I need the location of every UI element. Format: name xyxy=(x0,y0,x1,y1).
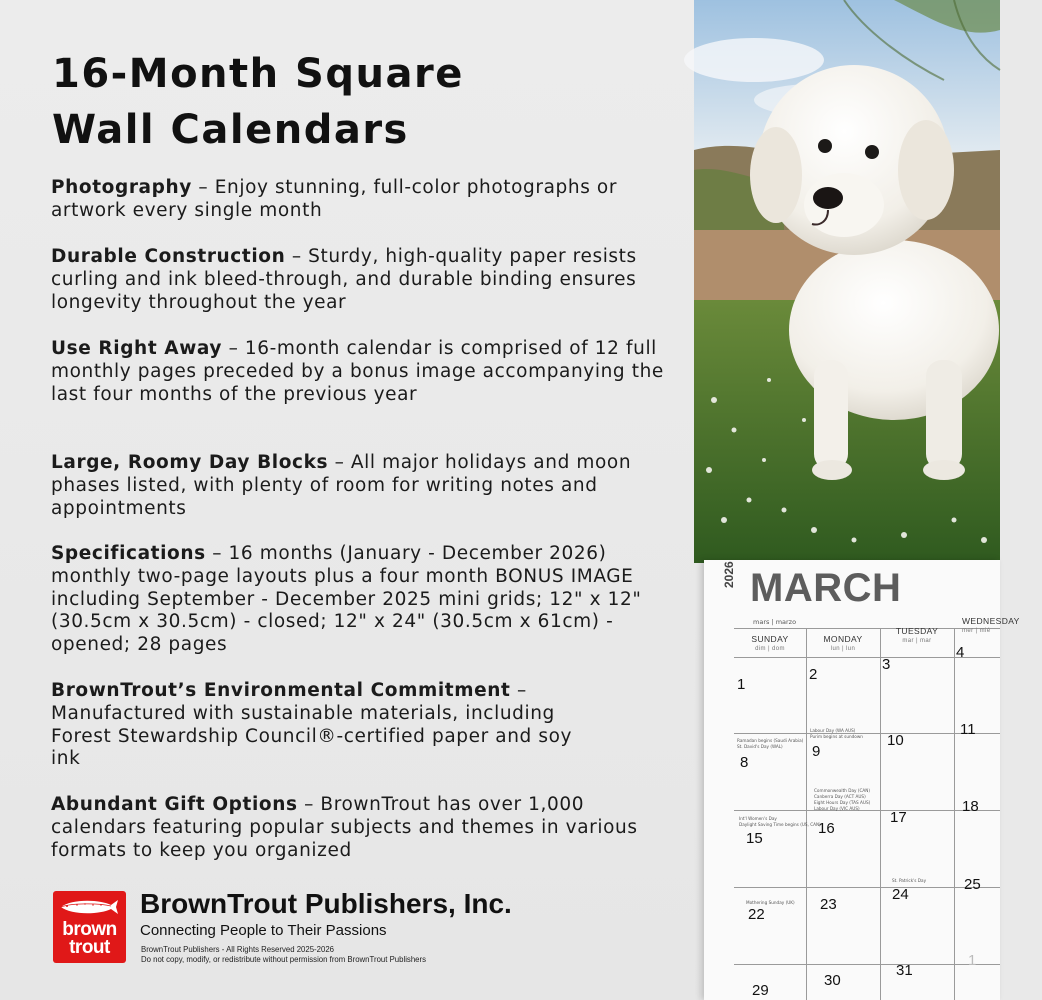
page-title xyxy=(52,46,672,158)
weekday-translation: mar | mar xyxy=(902,638,932,644)
copyright-line: BrownTrout Publishers - All Rights Reserved 2025-2026 xyxy=(141,945,334,954)
feature-heading: Durable Construction xyxy=(51,246,286,267)
holiday-note: Canberra Day (ACT AUS) xyxy=(814,794,866,799)
publisher-name: BrownTrout Publishers, Inc. xyxy=(140,888,512,919)
weekday-monday xyxy=(806,634,880,652)
redistribution-notice: Do not copy, modify, or redistribute without permission from BrownTrout Publishers xyxy=(141,955,426,964)
feature-text: – 16 months (January - December 2026) monthly two-page layouts plus a four month BONUS IMAGE including September - December 2025 mini grids; 12" x 12" (30.5cm x 30.5cm) - closed; 12" x 24" (30.5cm x 61cm) - opened; 28 pages xyxy=(51,543,642,656)
calendar-year: 2026 xyxy=(722,561,736,588)
logo-line-2: trout xyxy=(69,937,110,958)
feature-text: – BrownTrout has over 1,000 calendars featuring popular subjects and themes in various formats to keep you organized xyxy=(51,794,638,861)
weekday-translation: dim | dom xyxy=(755,646,785,652)
date-cell-number: 1 xyxy=(737,676,746,693)
feature-photography xyxy=(51,177,676,223)
weekday-tuesday xyxy=(880,626,954,644)
feature-heading: BrownTrout’s Environmental Commitment xyxy=(51,680,511,701)
feature-text: – 16-month calendar is comprised of 12 full monthly pages preceded by a bonus image accompanying the last four months of the previous year xyxy=(51,338,664,405)
feature-heading: Abundant Gift Options xyxy=(51,794,298,815)
holiday-note: Labour Day (WA AUS) xyxy=(810,728,856,733)
feature-text: – Sturdy, high-quality paper resists curling and ink bleed-through, and durable binding ensures longevity throughout the year xyxy=(51,246,637,313)
holiday-note: Ramadan begins (Saudi Arabia) xyxy=(737,738,804,743)
holiday-note: Daylight Saving Time begins (US, CAN) xyxy=(739,822,821,827)
brand-logo xyxy=(53,891,126,963)
weekday-name: TUESDAY xyxy=(895,626,939,636)
date-cell-number: 30 xyxy=(824,972,841,989)
date-cell-number: 17 xyxy=(890,809,907,826)
weekday-translation: lun | lun xyxy=(830,646,856,652)
feature-heading: Large, Roomy Day Blocks xyxy=(51,452,329,473)
date-cell-number: 25 xyxy=(964,876,981,893)
title-line-2: Wall Calendars xyxy=(52,107,409,153)
calendar-page xyxy=(704,560,1020,1000)
publisher-tagline: Connecting People to Their Passions xyxy=(140,922,387,939)
date-cell-number: 16 xyxy=(818,820,835,837)
date-cell-number: 4 xyxy=(956,644,965,661)
feature-text: – Manufactured with sustainable materials, including Forest Stewardship Council®-certified paper and soy ink xyxy=(51,680,573,770)
date-cell-number: 22 xyxy=(748,906,765,923)
weekday-name: SUNDAY xyxy=(751,634,789,644)
calendar-month: MARCH xyxy=(750,566,902,610)
weekday-translation: mer | mié xyxy=(962,628,991,634)
date-cell-number: 11 xyxy=(960,721,976,738)
feature-text: – All major holidays and moon phases listed, with plenty of room for writing notes and appointments xyxy=(51,452,632,519)
feature-use-right-away xyxy=(51,338,676,406)
holiday-note: Mothering Sunday (UK) xyxy=(746,900,795,905)
feature-heading: Photography xyxy=(51,177,192,198)
feature-gift-options xyxy=(51,794,651,862)
weekday-name: MONDAY xyxy=(823,634,863,644)
holiday-note: St. David's Day (WAL) xyxy=(737,744,783,749)
logo-wordmark xyxy=(53,921,126,957)
holiday-note: Purim begins at sundown xyxy=(810,734,863,739)
feature-environmental xyxy=(51,680,591,771)
feature-text: – Enjoy stunning, full-color photographs or artwork every single month xyxy=(51,177,618,221)
weekday-name: WEDNESDAY xyxy=(962,616,1020,626)
holiday-note: Commonwealth Day (CAN) xyxy=(814,788,871,793)
weekday-wednesday xyxy=(962,616,1042,634)
feature-heading: Use Right Away xyxy=(51,338,223,359)
holiday-note: St. Patrick's Day xyxy=(892,878,927,883)
date-cell-number-next-month: 1 xyxy=(968,952,977,969)
date-cell-number: 24 xyxy=(892,886,909,903)
holiday-note: Eight Hours Day (TAS AUS) xyxy=(814,800,871,805)
calendar-month-translation: mars | marzo xyxy=(753,618,797,626)
feature-heading: Specifications xyxy=(51,543,206,564)
holiday-note: Labour Day (VIC AUS) xyxy=(814,806,860,811)
date-cell-number: 23 xyxy=(820,896,837,913)
date-cell-number: 3 xyxy=(882,656,891,673)
date-cell-number: 31 xyxy=(896,962,913,979)
holiday-note: Int'l Women's Day xyxy=(739,816,777,821)
logo-line-1: brown xyxy=(62,919,117,940)
date-cell-number: 18 xyxy=(962,798,979,815)
date-cell-number: 29 xyxy=(752,982,769,999)
feature-specifications xyxy=(51,543,676,657)
date-cell-number: 9 xyxy=(812,743,821,760)
date-cell-number: 10 xyxy=(887,732,904,749)
feature-durable-construction xyxy=(51,246,676,314)
publisher-block xyxy=(52,888,672,978)
trout-fish-icon xyxy=(59,897,120,917)
date-cell-number: 8 xyxy=(740,754,749,771)
puppy-photo xyxy=(694,0,1000,563)
date-cell-number: 2 xyxy=(809,666,818,683)
calendar-cover-photo xyxy=(694,0,1000,563)
title-line-1: 16-Month Square xyxy=(52,51,464,97)
date-cell-number: 15 xyxy=(746,830,763,847)
feature-day-blocks xyxy=(51,452,676,520)
weekday-sunday xyxy=(734,634,806,652)
